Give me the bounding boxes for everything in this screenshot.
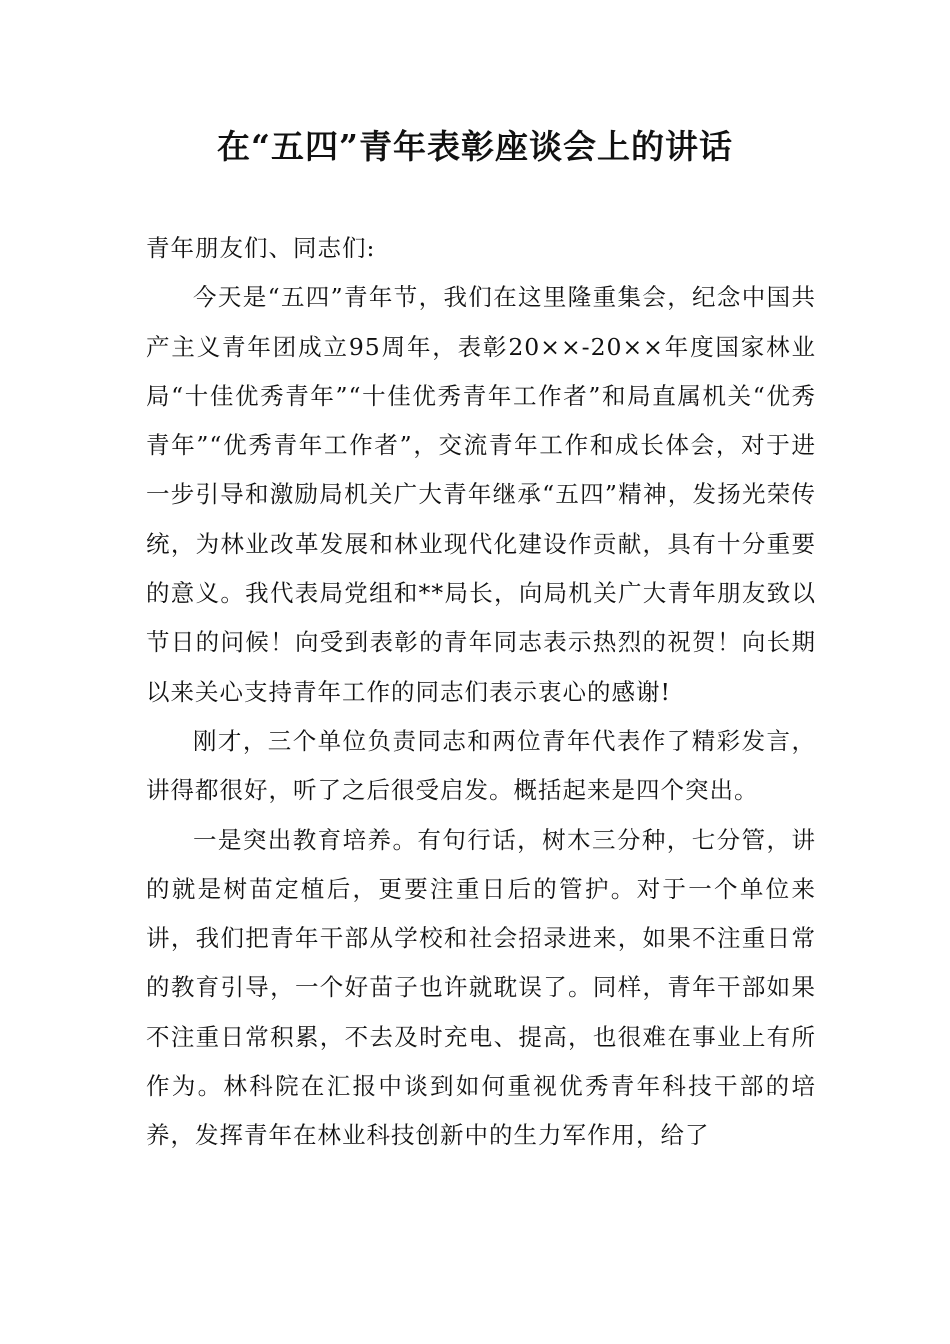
document-body	[146, 224, 816, 1161]
salutation: 青年朋友们、同志们:	[146, 234, 376, 262]
paragraph-summary: 刚才，三个单位负责同志和两位青年代表作了精彩发言，讲得都很好，听了之后很受启发。概括起来是四个突出。	[146, 726, 816, 805]
paragraph-education: 一是突出教育培养。有句行话，树木三分种，七分管，讲的就是树苗定植后，更要注重日后的管护。对于一个单位来讲，我们把青年干部从学校和社会招录进来，如果不注重日常的教育引导，一个好苗子也许就耽误了。同样，青年干部如果不注重日常积累，不去及时充电、提高，也很难在事业上有所作为。林科院在汇报中谈到如何重视优秀青年科技干部的培养，发挥青年在林业科技创新中的生力军作用，给了	[146, 825, 816, 1150]
paragraph-opening: 今天是“五四”青年节，我们在这里隆重集会，纪念中国共产主义青年团成立95周年，表彰20××-20××年度国家林业局“十佳优秀青年”“十佳优秀青年工作者”和局直属机关“优秀青年”“优秀青年工作者”，交流青年工作和成长体会，对于进一步引导和激励局机关广大青年继承“五四”精神，发扬光荣传统，为林业改革发展和林业现代化建设作贡献，具有十分重要的意义。我代表局党组和**局长，向局机关广大青年朋友致以节日的问候！向受到表彰的青年同志表示热烈的祝贺！向长期以来关心支持青年工作的同志们表示衷心的感谢!	[146, 283, 816, 706]
document-title: 在“五四”青年表彰座谈会上的讲话	[217, 127, 733, 166]
